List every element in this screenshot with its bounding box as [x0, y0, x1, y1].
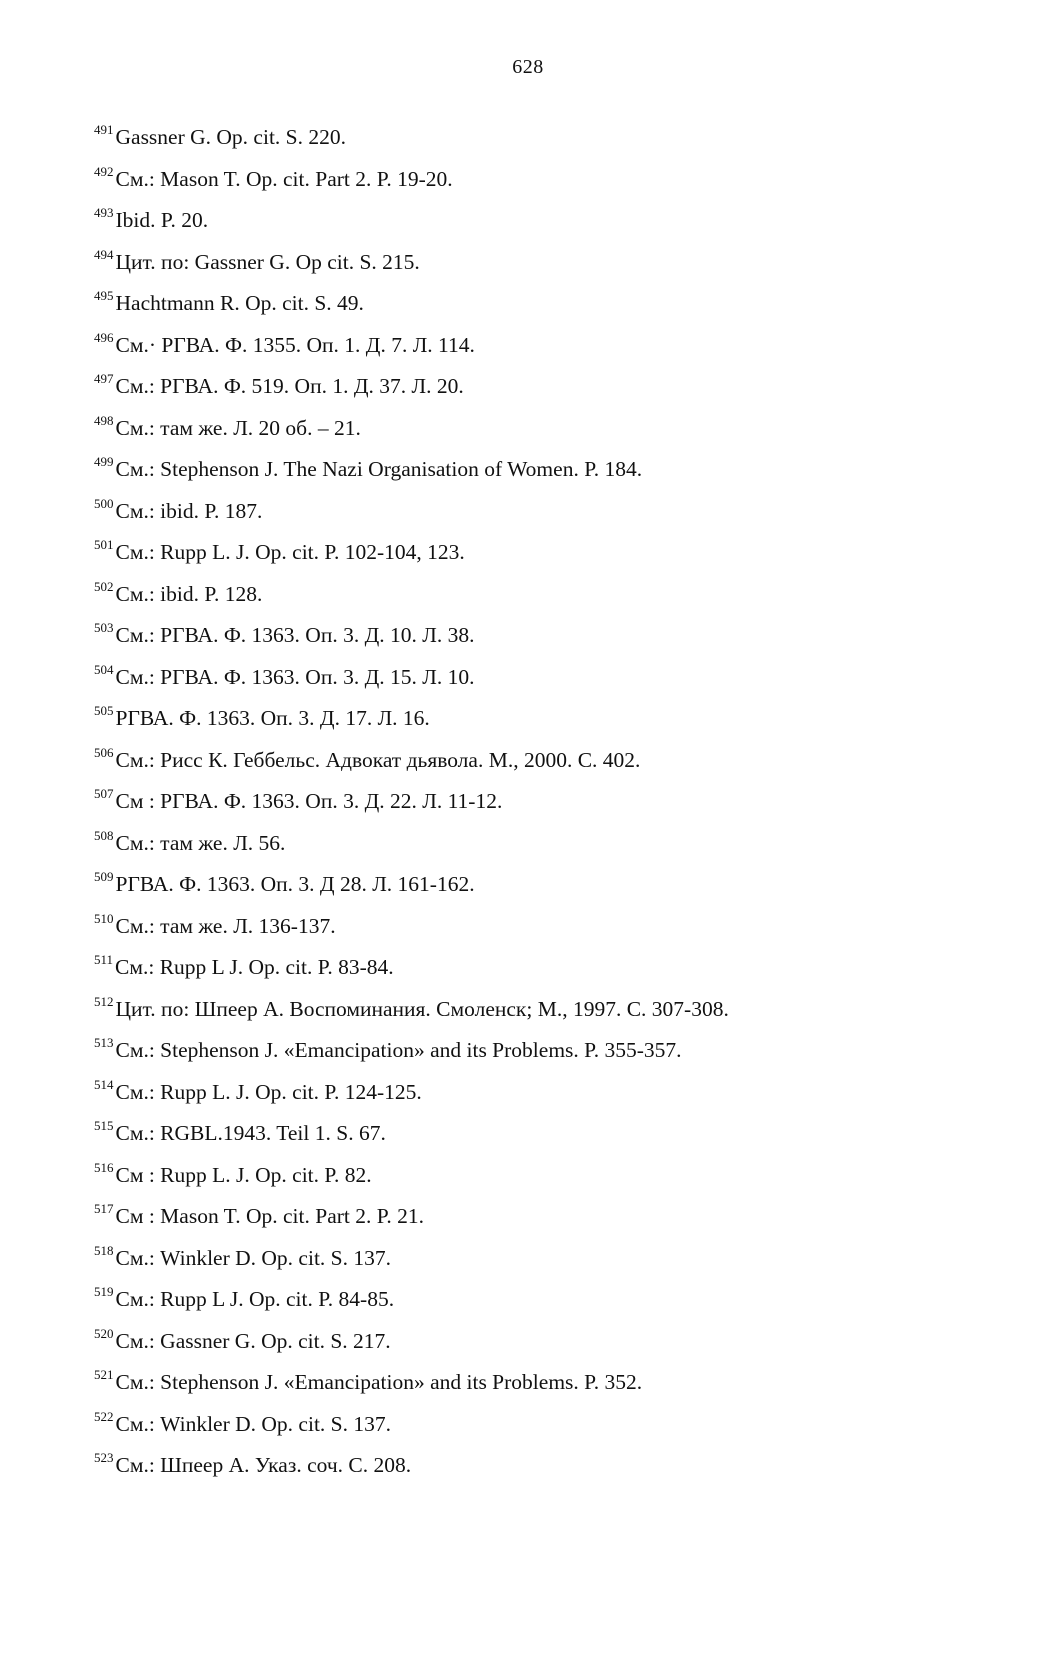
footnote-text: См.: ibid. P. 128.	[115, 581, 263, 606]
footnote	[94, 1362, 994, 1404]
footnote-text: См.: там же. Л. 20 об. – 21.	[115, 415, 361, 440]
footnote	[94, 947, 994, 989]
footnote	[94, 1030, 994, 1072]
footnote	[94, 325, 994, 367]
footnote	[94, 242, 994, 284]
footnote-text: См.: РГВА. Ф. 1363. Оп. 3. Д. 10. Л. 38.	[115, 623, 475, 647]
footnote-number: 503	[94, 620, 114, 635]
footnote	[94, 657, 994, 699]
footnote-text: См.: Winkler D. Op. cit. S. 137.	[115, 1411, 392, 1436]
footnote	[94, 1155, 994, 1197]
footnote	[94, 532, 994, 574]
footnote-text: См.: Рисс К. Геббельс. Адвокат дьявола. М., 2000. С. 402.	[115, 747, 641, 772]
footnote-text: Hachtmann R. Op. cit. S. 49.	[115, 291, 364, 315]
footnote-text: См : РГВА. Ф. 1363. Оп. 3. Д. 22. Л. 11-12.	[115, 789, 503, 813]
footnote-number: 504	[94, 661, 114, 677]
footnote-number: 520	[94, 1325, 114, 1341]
footnote-number: 492	[94, 163, 114, 179]
footnote-text: См.: Rupp L J. Op. cit. P. 84-85.	[115, 1287, 395, 1311]
footnote-number: 505	[94, 703, 114, 718]
footnote-number: 499	[94, 454, 114, 469]
footnote-text: Цит. по: Шпеер А. Воспоминания. Смоленск; М., 1997. С. 307-308.	[115, 996, 729, 1021]
footnote-number: 491	[94, 122, 114, 137]
footnote-text: См.: Gassner G. Op. cit. S. 217.	[115, 1328, 391, 1353]
footnote	[94, 159, 994, 201]
footnote	[94, 1445, 994, 1487]
footnote	[94, 823, 994, 865]
footnote	[94, 1113, 994, 1155]
footnote	[94, 200, 994, 242]
footnote-number: 515	[94, 1118, 114, 1133]
footnote-text: Цит. по: Gassner G. Op cit. S. 215.	[115, 249, 420, 274]
footnote	[94, 283, 994, 325]
footnote-number: 517	[94, 1201, 114, 1216]
footnote-text: См.: Stephenson J. «Emancipation» and its Problems. P. 355-357.	[115, 1038, 682, 1062]
footnote	[94, 989, 994, 1031]
footnote-number: 516	[94, 1159, 114, 1175]
footnote-number: 507	[94, 786, 114, 801]
footnote-number: 523	[94, 1450, 114, 1465]
footnote-text: См.: Mason T. Op. cit. Part 2. P. 19-20.	[115, 166, 453, 191]
page-number: 628	[512, 56, 544, 78]
footnote	[94, 1404, 994, 1446]
footnote-text: См.: ibid. P. 187.	[115, 498, 263, 523]
footnote	[94, 366, 994, 408]
footnote-text: РГВА. Ф. 1363. Оп. 3. Д 28. Л. 161-162.	[115, 872, 475, 896]
footnote-number: 502	[94, 578, 114, 594]
footnote-text: См.: там же. Л. 56.	[115, 830, 286, 855]
footnote-number: 518	[94, 1242, 114, 1258]
footnote-text: См.: там же. Л. 136-137.	[115, 913, 336, 938]
footnote-text: См : Rupp L. J. Op. cit. P. 82.	[115, 1162, 372, 1187]
footnote-number: 510	[94, 910, 114, 926]
footnote-text: См.· РГВА. Ф. 1355. Оп. 1. Д. 7. Л. 114.	[115, 332, 475, 357]
footnote-text: См.: RGBL.1943. Teil 1. S. 67.	[115, 1121, 386, 1145]
footnote	[94, 740, 994, 782]
footnote-number: 506	[94, 744, 114, 760]
footnote-text: См.: Шпеер А. Указ. соч. С. 208.	[115, 1453, 412, 1477]
footnote-text: См.: Rupp L. J. Op. cit. P. 124-125.	[115, 1079, 422, 1104]
footnote-text: РГВА. Ф. 1363. Оп. 3. Д. 17. Л. 16.	[115, 706, 430, 730]
footnote-number: 514	[94, 1076, 114, 1092]
footnote-text: Ibid. P. 20.	[115, 208, 209, 232]
footnote-number: 511	[94, 952, 114, 967]
footnote	[94, 906, 994, 948]
footnote	[94, 781, 994, 823]
footnote-text: См.: Rupp L J. Op. cit. P. 83-84.	[115, 955, 394, 979]
footnote-text: См.: Stephenson J. «Emancipation» and its Problems. P. 352.	[115, 1370, 643, 1394]
footnote	[94, 698, 994, 740]
footnote-number: 495	[94, 288, 114, 303]
footnote	[94, 491, 994, 533]
footnote	[94, 1072, 994, 1114]
footnote	[94, 574, 994, 616]
footnote-text: См.: РГВА. Ф. 1363. Оп. 3. Д. 15. Л. 10.	[115, 664, 475, 689]
footnote-number: 521	[94, 1367, 114, 1382]
footnote	[94, 117, 994, 159]
footnote-text: См.: Rupp L. J. Op. cit. P. 102-104, 123.	[115, 540, 465, 564]
footnote	[94, 449, 994, 491]
footnote-number: 496	[94, 329, 114, 345]
footnote-number: 508	[94, 827, 114, 843]
footnote-number: 498	[94, 412, 114, 428]
footnote-number: 493	[94, 205, 114, 220]
footnote-text: См.: Winkler D. Op. cit. S. 137.	[115, 1245, 392, 1270]
footnote-number: 494	[94, 246, 114, 262]
footnote-text: См.: Stephenson J. The Nazi Organisation of Women. P. 184.	[115, 457, 643, 481]
footnote	[94, 1321, 994, 1363]
footnote-list	[94, 117, 994, 1487]
footnote-number: 512	[94, 993, 114, 1009]
footnote	[94, 1279, 994, 1321]
footnote	[94, 1238, 994, 1280]
footnote	[94, 864, 994, 906]
footnote	[94, 408, 994, 450]
footnote-text: См.: РГВА. Ф. 519. Оп. 1. Д. 37. Л. 20.	[115, 374, 464, 398]
footnote-number: 513	[94, 1035, 114, 1050]
footnote-number: 522	[94, 1408, 114, 1424]
footnote	[94, 1196, 994, 1238]
footnote-number: 501	[94, 537, 114, 552]
footnote-number: 497	[94, 371, 114, 386]
footnote-text: Gassner G. Op. cit. S. 220.	[115, 125, 347, 149]
footnote-number: 519	[94, 1284, 114, 1299]
footnote-number: 509	[94, 869, 114, 884]
footnote	[94, 615, 994, 657]
footnote-text: См : Mason T. Op. cit. Part 2. P. 21.	[115, 1204, 424, 1228]
footnote-number: 500	[94, 495, 114, 511]
